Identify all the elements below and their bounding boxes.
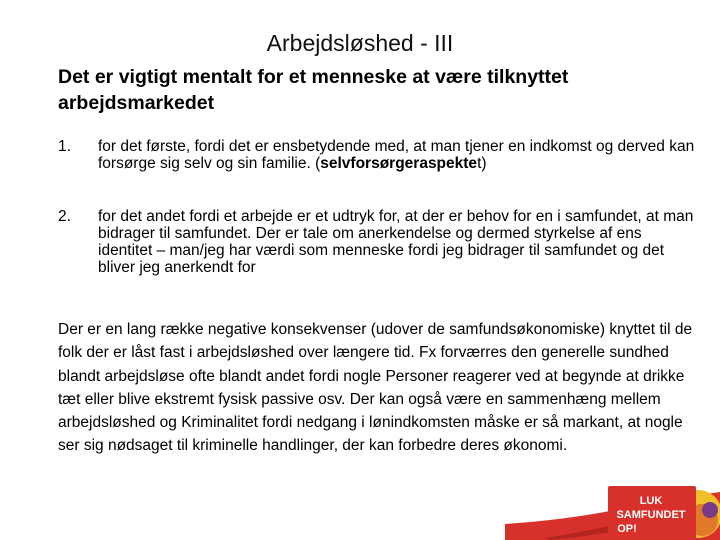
logo-graphic	[505, 480, 720, 540]
slide-title: Arbejdsløshed - III	[266, 30, 454, 56]
list-item	[58, 208, 698, 276]
logo-line-1: LUK	[639, 495, 663, 507]
list-item-number: 1.	[58, 138, 71, 155]
list-item	[58, 138, 698, 172]
list-item-text: for det andet fordi et arbejde er et udtryk for, at der er behov for en i samfundet, at man bidrager til samfundet. Der er tale om anerkendelse og dermed styrkelse af ens identitet – man/jeg har værdi som menneske fordi jeg bidrager til samfundet og det bliver jeg anerkendt for	[98, 208, 694, 276]
logo-line-2: SAMFUNDET	[616, 509, 686, 521]
list-item-text	[98, 138, 698, 172]
logo-line-3: OP!	[617, 523, 637, 535]
luk-samfundet-op-logo	[505, 480, 720, 540]
body-paragraph: Der er en lang række negative konsekvenser (udover de samfundsøkonomiske) knyttet til de folk der er låst fast i arbejdsløshed over længere tid. Fx forværres den generelle sundhed blandt arbejdsløse ofte blandt andet fordi nogle Personer reagerer ved at begynde at drikke tæt eller blive ekstremt fysisk passive osv. Der kan også være en sammenhæng mellem arbejdsløshed og Kriminalitet fordi nedgang i lønindkomsten måske er så markant, at nogle ser sig nødsaget til kriminelle handlinger, der kan forbedre deres økonomi.	[58, 321, 693, 455]
list-item-text-before: for det første, fordi det er ensbetydende med, at man tjener en indkomst og derved kan forsørge sig selv og sin familie. (	[98, 138, 695, 172]
list-item-bold-term: selvforsørgeraspekte	[320, 155, 478, 172]
list-item-text-after: t)	[477, 155, 487, 172]
slide-subtitle: Det er vigtigt mentalt for et menneske at være tilknyttet arbejdsmarkedet	[58, 66, 569, 114]
logo-purple-figure	[702, 502, 718, 518]
list-item-number: 2.	[58, 208, 71, 225]
